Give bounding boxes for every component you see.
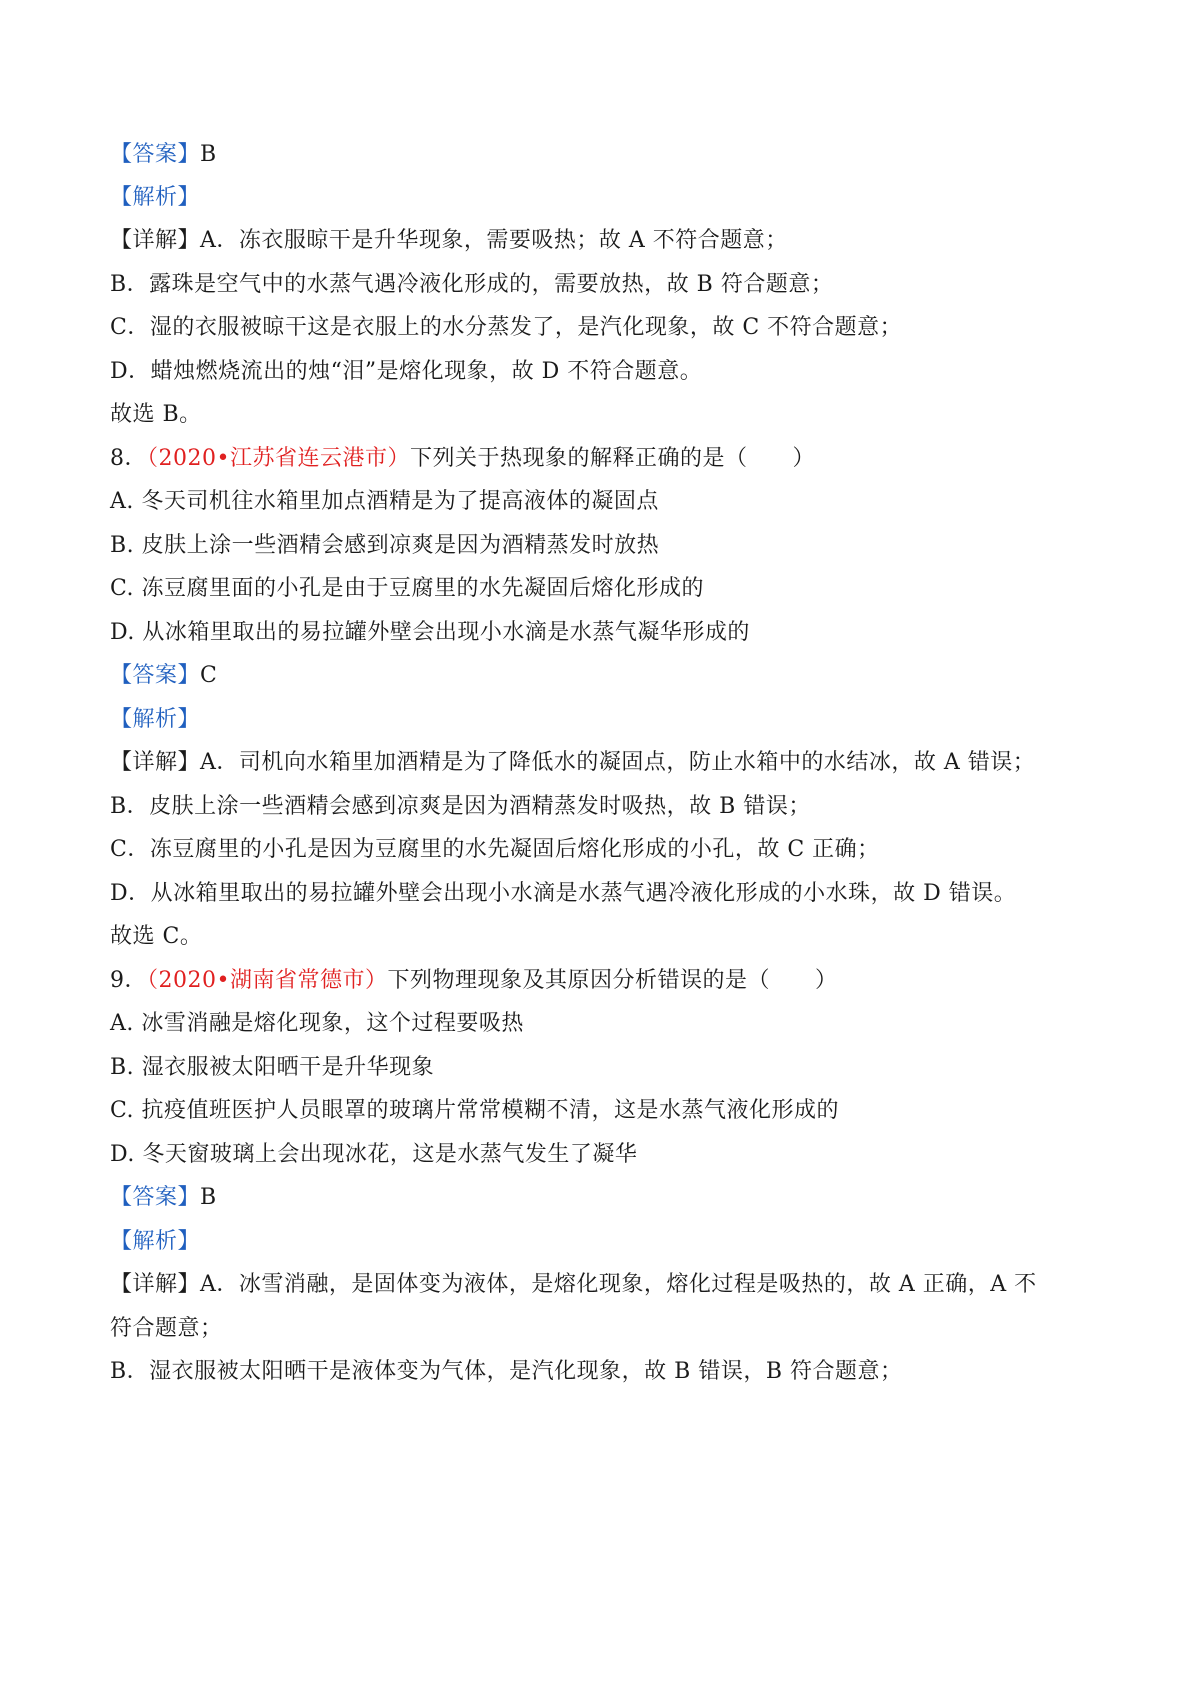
q9-stem-line [110, 966, 1110, 996]
q9-detail-a [110, 1270, 1110, 1300]
q8-option-c: C. 冻豆腐里面的小孔是由于豆腐里的水先凝固后熔化形成的 [110, 576, 705, 601]
answer-value: C [200, 663, 218, 688]
question-stem: 下列关于热现象的解释正确的是（ ） [409, 446, 815, 471]
q7-detail-b: B．露珠是空气中的水蒸气遇冷液化形成的，需要放热，故 B 符合题意； [110, 272, 834, 297]
question-source: （2020•湖南省常德市） [147, 968, 388, 993]
question-stem: 下列物理现象及其原因分析错误的是（ ） [387, 968, 838, 993]
q9-detail-b: B．湿衣服被太阳晒干是液体变为气体，是汽化现象，故 B 错误，B 符合题意； [110, 1359, 903, 1384]
q8-option-a: A. 冬天司机往水箱里加点酒精是为了提高液体的凝固点 [110, 489, 659, 514]
answer-value: B [200, 1185, 217, 1210]
answer-tag: 【答案】 [110, 142, 201, 167]
q8-option-d: D. 从冰箱里取出的易拉罐外壁会出现小水滴是水蒸气凝华形成的 [110, 620, 750, 645]
answer-tag: 【答案】 [110, 663, 201, 688]
q8-detail-c: C．冻豆腐里的小孔是因为豆腐里的水先凝固后熔化形成的小孔，故 C 正确； [110, 837, 880, 862]
question-number: 8． [110, 446, 147, 471]
question-source: （2020•江苏省连云港市） [147, 446, 410, 471]
q8-detail-a [110, 748, 1110, 778]
detail-text: A．冰雪消融，是固体变为液体，是熔化现象，熔化过程是吸热的，故 A 正确，A 不 [200, 1272, 1037, 1297]
detail-text: A．司机向水箱里加酒精是为了降低水的凝固点，防止水箱中的水结冰，故 A 错误； [200, 750, 1036, 775]
q9-answer-line [110, 1183, 1110, 1213]
analysis-tag: 【解析】 [110, 1229, 201, 1254]
answer-value: B [200, 142, 217, 167]
q9-option-c: C. 抗疫值班医护人员眼罩的玻璃片常常模糊不清，这是水蒸气液化形成的 [110, 1098, 840, 1123]
question-number: 9． [110, 968, 147, 993]
q7-detail-c: C．湿的衣服被晾干这是衣服上的水分蒸发了，是汽化现象，故 C 不符合题意； [110, 315, 903, 340]
q7-detail-d: D．蜡烛燃烧流出的烛“泪”是熔化现象，故 D 不符合题意。 [110, 359, 703, 384]
q7-analysis-line [110, 183, 1110, 213]
q8-answer-line [110, 661, 1110, 691]
detail-tag: 【详解】 [110, 1272, 201, 1297]
analysis-tag: 【解析】 [110, 185, 201, 210]
q9-option-b: B. 湿衣服被太阳晒干是升华现象 [110, 1055, 435, 1080]
q9-option-a: A. 冰雪消融是熔化现象，这个过程要吸热 [110, 1011, 524, 1036]
q8-option-b: B. 皮肤上涂一些酒精会感到凉爽是因为酒精蒸发时放热 [110, 533, 660, 558]
q7-answer-line [110, 140, 1110, 170]
q7-conclusion: 故选 B。 [110, 402, 202, 427]
detail-tag: 【详解】 [110, 228, 201, 253]
q9-option-d: D. 冬天窗玻璃上会出现冰花，这是水蒸气发生了凝华 [110, 1142, 638, 1167]
detail-tag: 【详解】 [110, 750, 201, 775]
q8-analysis-line [110, 705, 1110, 735]
q8-stem-line [110, 444, 1110, 474]
q9-analysis-line [110, 1227, 1110, 1257]
answer-tag: 【答案】 [110, 1185, 201, 1210]
detail-text: A．冻衣服晾干是升华现象，需要吸热；故 A 不符合题意； [200, 228, 788, 253]
q8-conclusion: 故选 C。 [110, 924, 203, 949]
q7-detail-a [110, 226, 1110, 256]
q9-detail-a-continued: 符合题意； [110, 1316, 223, 1341]
analysis-tag: 【解析】 [110, 707, 201, 732]
q8-detail-d: D．从冰箱里取出的易拉罐外壁会出现小水滴是水蒸气遇冷液化形成的小水珠，故 D 错误。 [110, 881, 1017, 906]
q8-detail-b: B．皮肤上涂一些酒精会感到凉爽是因为酒精蒸发时吸热，故 B 错误； [110, 794, 811, 819]
